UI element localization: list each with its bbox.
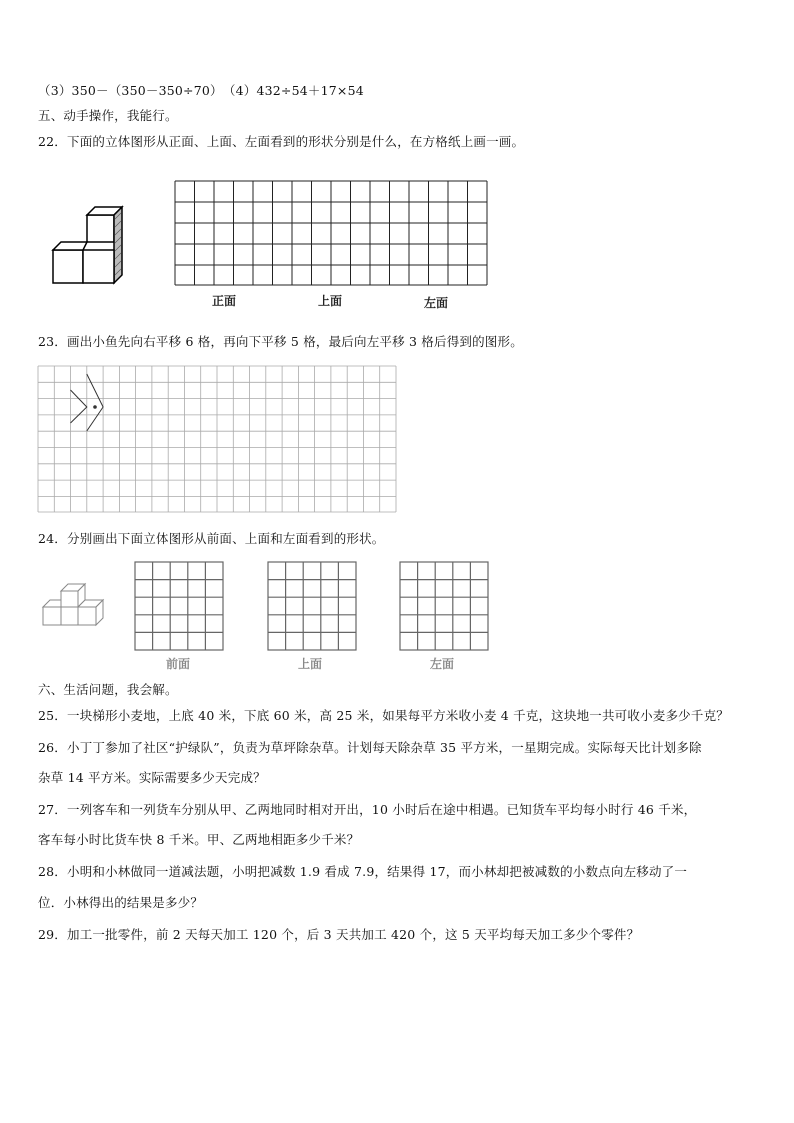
q22-solid-figure <box>50 205 130 285</box>
question-26-line-2: 杂草 14 平方米。实际需要多少天完成？ <box>38 770 266 785</box>
section-6-heading: 六、生活问题，我会解。 <box>38 682 178 697</box>
q24-caption-left: 左面 <box>430 657 455 671</box>
question-28-line-2: 位．小林得出的结果是多少？ <box>38 895 204 910</box>
q24-caption-top: 上面 <box>298 657 323 671</box>
question-29: 29．加工一批零件，前 2 天每天加工 120 个，后 3 天共加工 420 个，这 5 天平均每天加工多少个零件？ <box>38 927 640 942</box>
question-27-line-2: 客车每小时比货车快 8 千米。甲、乙两地相距多少千米？ <box>38 832 360 847</box>
q24-grid-left[interactable] <box>399 561 491 653</box>
question-24: 24．分别画出下面立体图形从前面、上面和左面看到的形状。 <box>38 531 385 546</box>
q22-caption-left: 左面 <box>424 296 449 310</box>
section-5-heading: 五、动手操作，我能行。 <box>38 108 178 123</box>
q22-grid-paper[interactable] <box>174 179 490 287</box>
question-22: 22．下面的立体图形从正面、上面、左面看到的形状分别是什么，在方格纸上画一画。 <box>38 134 525 149</box>
question-27-line-1: 27．一列客车和一列货车分别从甲、乙两地同时相对开出，10 小时后在途中相遇。已知货车平均每小时行 46 千米， <box>38 802 697 817</box>
q24-solid-figure <box>40 577 110 629</box>
q24-grid-front[interactable] <box>134 561 226 653</box>
fish-eye <box>93 405 97 409</box>
question-26-line-1: 26．小丁丁参加了社区“护绿队”，负责为草坪除杂草。计划每天除杂草 35 平方米，一星期完成。实际每天比计划多除 <box>38 740 702 755</box>
calc-items-3-4: （3）350－（350－350÷70） （4）432÷54＋17×54 <box>38 83 364 98</box>
q24-caption-front: 前面 <box>166 657 191 671</box>
question-25: 25．一块梯形小麦地，上底 40 米，下底 60 米，高 25 米，如果每平方米收小麦 4 千克，这块地一共可收小麦多少千克？ <box>38 708 729 723</box>
question-23: 23．画出小鱼先向右平移 6 格，再向下平移 5 格，最后向左平移 3 格后得到的图形。 <box>38 334 523 349</box>
q23-grid-paper[interactable] <box>37 365 399 515</box>
q22-caption-front: 正面 <box>212 294 237 308</box>
q22-caption-top: 上面 <box>318 294 343 308</box>
q24-grid-top[interactable] <box>267 561 359 653</box>
question-28-line-1: 28．小明和小林做同一道减法题，小明把减数 1.9 看成 7.9，结果得 17，而小林却把被减数的小数点向左移动了一 <box>38 864 688 879</box>
